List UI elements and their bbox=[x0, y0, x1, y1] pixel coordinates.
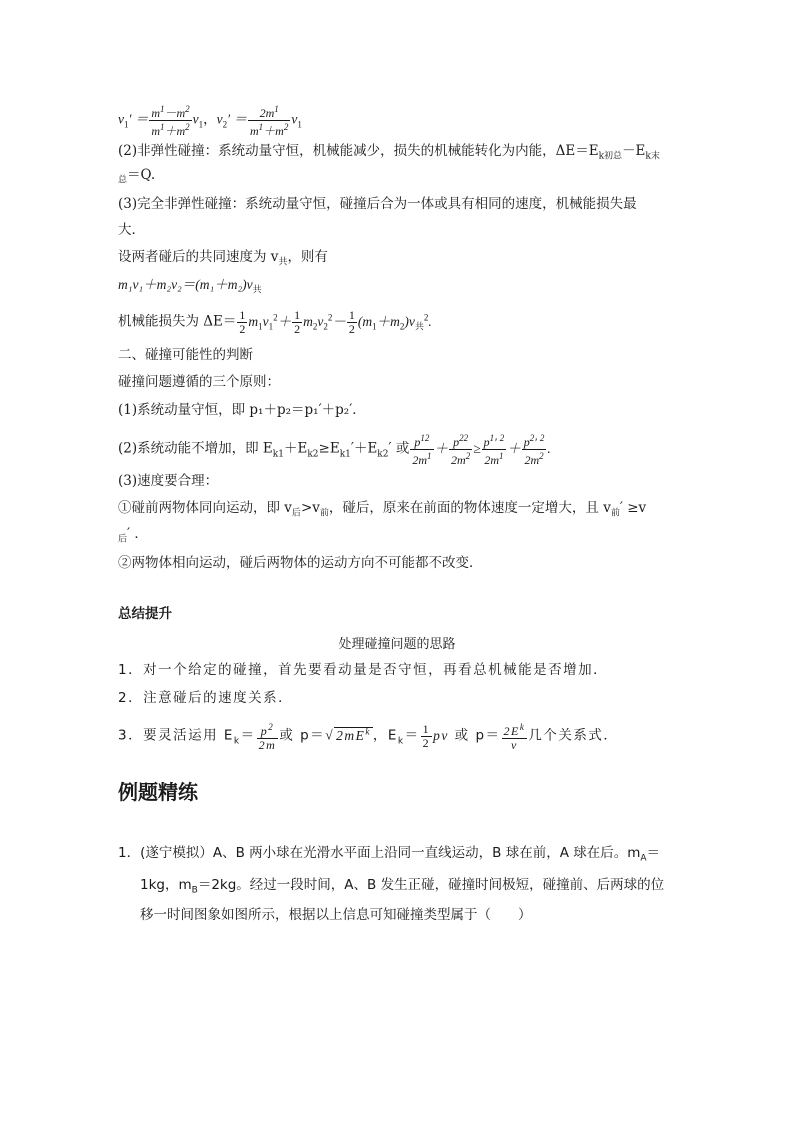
examples-heading: 例题精练 bbox=[118, 780, 198, 804]
question-1-line-1: 1．(遂宁模拟）A、B 两小球在光滑水平面上沿同一直线运动，B 球在前，A 球在后。$m_A=$ bbox=[118, 845, 661, 864]
momentum-equation: $m_1v_1+m_2v_2=(m_1+m_2)v_共$ bbox=[118, 277, 262, 295]
energy-loss-line: 机械能损失为 ΔE＝ $\frac{1}{2}$ $m_1v_1^2+$ $\frac{1}{2}$ $m_2v_2^2-$ $\frac{1}{2}$ $(m_1+m_2)v_共^2$. bbox=[118, 307, 432, 336]
principle-3-case-2: ②两物体相向运动，碰后两物体的运动方向不可能都不改变． bbox=[118, 555, 483, 571]
inelastic-collision-tail: $_总$＝Q. bbox=[118, 167, 156, 186]
common-velocity-line: 设两者碰后的共同速度为 $v_共$，则有 bbox=[118, 249, 328, 268]
summary-heading: 总结提升 bbox=[118, 606, 172, 622]
summary-item-1: 1．对一个给定的碰撞，首先要看动量是否守恒，再看总机械能是否增加． bbox=[118, 662, 609, 678]
principle-1: (1)系统动量守恒，即 p₁＋p₂＝p₁′＋p₂′． bbox=[118, 402, 366, 418]
summary-item-3: 3．要灵活运用 $E_k=$ $\frac{p^2}{2m}$ 或 p＝√ $2mE^k$ ，$E_k=$ $\frac{1}{2}$ pv 或 p＝ $\frac{2E^k}{v}$ 几个关系式． bbox=[118, 722, 619, 752]
inelastic-collision-line: (2)非弹性碰撞：系统动量守恒，机械能减少，损失的机械能转化为内能，$\Delta E=E_{k初总}-E_{k末}$ bbox=[118, 143, 660, 162]
question-1-line-2: 1kg，$m_B=2kg$。经过一段时间，A、B 发生正碰，碰撞时间极短，碰撞前、后两球的位 bbox=[140, 877, 665, 896]
section-2-heading: 二、碰撞可能性的判断 bbox=[118, 347, 253, 363]
summary-item-2: 2．注意碰后的速度关系． bbox=[118, 690, 294, 706]
summary-title: 处理碰撞问题的思路 bbox=[338, 637, 456, 652]
perfectly-inelastic-line1: (3)完全非弹性碰撞：系统动量守恒，碰撞后合为一体或具有相同的速度，机械能损失最 bbox=[118, 196, 637, 212]
question-1-line-3: 移一时间图象如图所示，根据以上信息可知碰撞类型属于（ ） bbox=[140, 907, 532, 923]
velocity-formulas: $v_1'$ ＝ $\frac{m^1-m^2}{m^1+m^2}$ $v_1$，$v_2'$ ＝ $\frac{2m^1}{m^1+m^2}$ $v_1$ bbox=[118, 104, 302, 138]
principle-3-case-1: ①碰前两物体同向运动，即 $v_后>v_前$，碰后，原来在前面的物体速度一定增大，且 $v_前' \ge v$ bbox=[118, 500, 647, 519]
principle-3-case-1-tail: $_后$′ ． bbox=[118, 526, 148, 545]
perfectly-inelastic-line2: 大． bbox=[118, 222, 145, 238]
three-principles: 碰撞问题遵循的三个原则： bbox=[118, 374, 280, 390]
principle-3: (3)速度要合理： bbox=[118, 473, 219, 489]
principle-2: (2)系统动能不增加，即 $E_{k1}+E_{k2}\ge E_{k1}'+E_{k2}'$ 或 $\frac{p^{12}}{2m^1}$ ＋ $\frac{p^{22}}{2m^2}$ ≥ $\frac{p^1' ^2}{2m^1}$ ＋ $\frac{p^2' ^2}{2m^2}$ . bbox=[118, 433, 551, 467]
